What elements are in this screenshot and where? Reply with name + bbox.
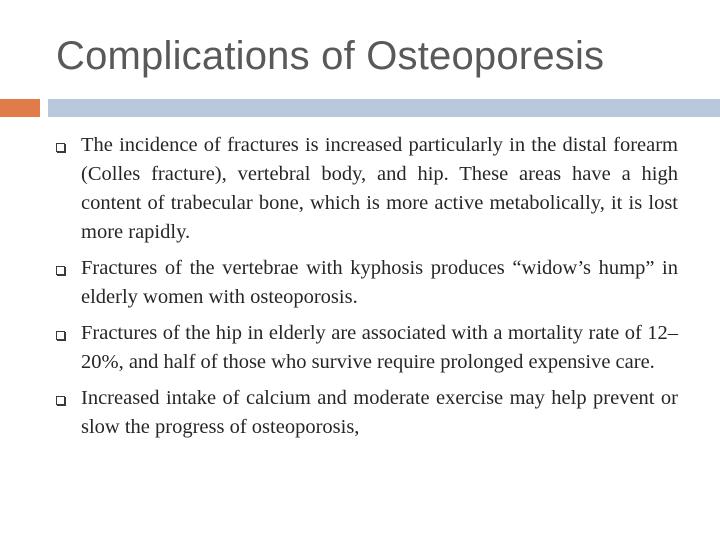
bullet-text: Fractures of the vertebrae with kyphosis produces “widow’s hump” in elderly women with osteoporosis. [81, 257, 678, 308]
title-underline-bar [48, 99, 720, 117]
bullet-item [56, 319, 678, 377]
square-bullet-icon [56, 266, 65, 275]
bullet-item [56, 131, 678, 247]
square-bullet-icon [56, 396, 65, 405]
bullet-item [56, 384, 678, 442]
bullet-item [56, 254, 678, 312]
bullet-text: The incidence of fractures is increased particularly in the distal forearm (Colles fracture), vertebral body, and hip. These areas have a high content of trabecular bone, which is more active metabolically, it is lost more rapidly. [81, 134, 678, 243]
bullet-text: Fractures of the hip in elderly are associated with a mortality rate of 12–20%, and half of those who survive require prolonged expensive care. [81, 322, 678, 373]
bullet-list [56, 131, 678, 449]
bullet-text: Increased intake of calcium and moderate exercise may help prevent or slow the progress of osteoporosis, [81, 387, 678, 438]
square-bullet-icon [56, 331, 65, 340]
square-bullet-icon [56, 143, 65, 152]
title-accent-bar [0, 99, 40, 117]
slide-title: Complications of Osteoporesis [56, 34, 605, 78]
